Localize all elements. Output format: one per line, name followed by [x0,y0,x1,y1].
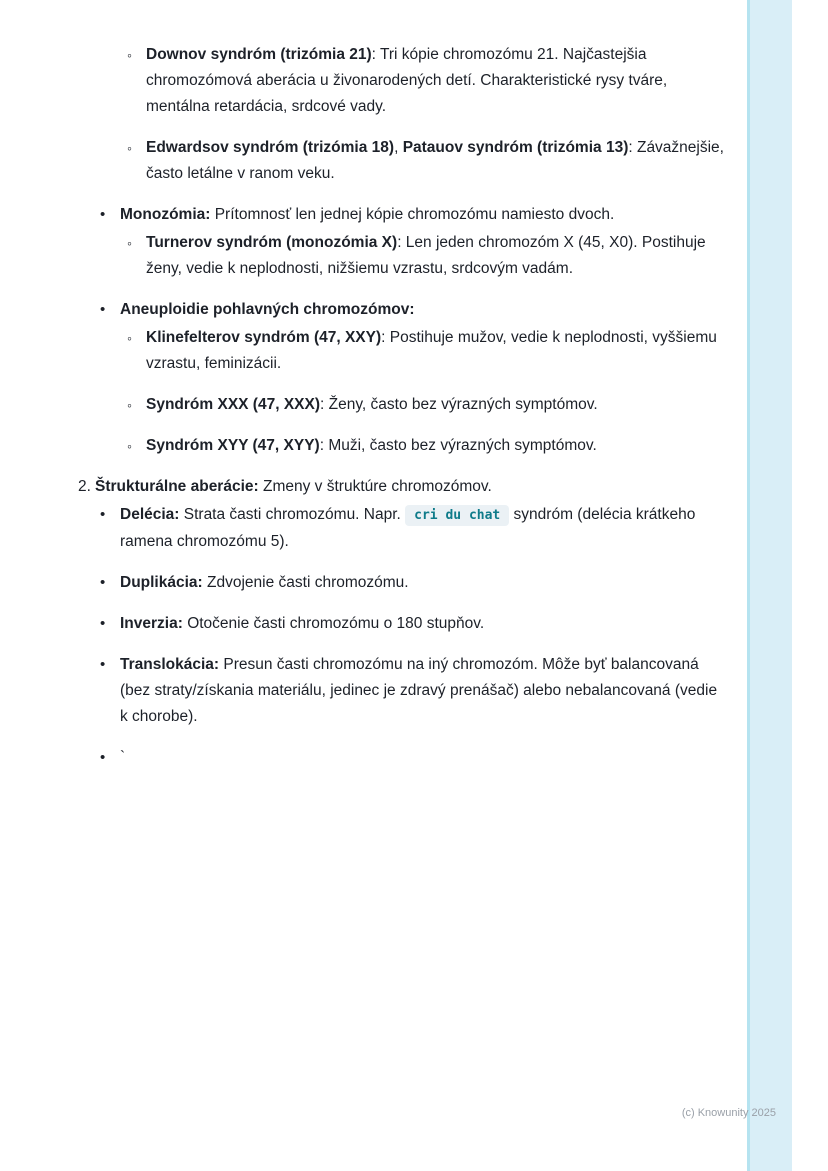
bullet-marker: • [100,615,106,632]
plain-text: Otočenie časti chromozómu o 180 stupňov. [182,615,485,632]
plain-text: : Ženy, často bez výrazných symptómov. [320,396,598,413]
list-item-text [146,42,728,120]
plain-text: : Muži, často bez výrazných symptómov. [319,437,597,454]
list-item [0,202,728,228]
bold-text: Translokácia: [120,656,220,673]
bold-text: Downov syndróm (trizómia 21) [146,46,372,63]
list-item [0,474,728,500]
plain-text: syndróm (delécia krátkeho ramena chromozómu 5). [120,506,696,550]
inline-code: cri du chat [405,505,509,526]
bold-text: Delécia: [120,506,180,523]
plain-text: : Tri kópie chromozómu 21. Najčastejšia chromozómová aberácia u živonarodených detí. Charakteristické rysy tváre, mentálna retardácia, srdcové vady. [146,46,668,115]
plain-text: : Závažnejšie, často letálne v ranom veku. [146,139,724,182]
list-item [0,433,728,459]
list-item-text [120,611,728,637]
list-item-text [120,297,728,323]
bullet-marker: • [100,749,106,766]
bullet-marker: ◦ [127,47,132,63]
bold-text: Syndróm XXX (47, XXX) [146,396,320,413]
plain-text: Prítomnosť len jednej kópie chromozómu namiesto dvoch. [210,206,615,223]
bold-text: Syndróm XYY (47, XYY) [146,437,320,454]
list-item [0,392,728,418]
list-item-text [146,325,728,377]
bullet-marker: • [100,301,106,318]
bullet-marker: ◦ [127,140,132,156]
list-number-marker: 2. [78,478,91,495]
list-item-text [120,502,728,555]
bold-text: Aneuploidie pohlavných chromozómov: [120,301,415,318]
list-item-text [120,202,728,228]
list-item-text [120,652,728,730]
bullet-marker: • [100,574,106,591]
list-item [0,570,728,596]
list-item [0,135,728,187]
bold-text: Klinefelterov syndróm (47, XXY) [146,329,382,346]
list-item [0,502,728,555]
list-item-text [146,135,728,187]
bold-text: Inverzia: [120,615,183,632]
list-item [0,611,728,637]
copyright-text: (c) Knowunity 2025 [681,1107,776,1119]
plain-text: Strata časti chromozómu. Napr. [179,506,406,523]
plain-text: Zdvojenie časti chromozómu. [202,574,409,591]
bullet-marker: • [100,206,106,223]
bold-text: Turnerov syndróm (monozómia X) [146,234,398,251]
bold-text: Edwardsov syndróm (trizómia 18) [146,139,395,156]
bullet-marker: • [100,656,106,673]
bullet-marker: ◦ [127,438,132,454]
list-item-text [146,230,728,282]
bold-text: Patauov syndróm (trizómia 13) [402,139,629,156]
plain-text: , [394,139,403,156]
plain-text: : Postihuje mužov, vedie k neplodnosti, vyššiemu vzrastu, feminizácii. [146,329,717,372]
plain-text: Zmeny v štruktúre chromozómov. [258,478,492,495]
plain-text: ` [120,749,126,766]
list-item [0,297,728,323]
list-item [0,325,728,377]
bullet-marker: • [100,506,106,523]
list-item-text [95,474,728,500]
list-item [0,745,728,771]
bold-text: Monozómia: [120,206,211,223]
list-item-text [146,433,728,459]
list-item [0,652,728,730]
list-item [0,42,728,120]
bold-text: Štrukturálne aberácie: [95,478,259,495]
list-item-text [146,392,728,418]
bold-text: Duplikácia: [120,574,203,591]
list-item-text [120,745,728,771]
list-item [0,230,728,282]
plain-text: Presun časti chromozómu na iný chromozóm. Môže byť balancovaná (bez straty/získania materiálu, jedinec je zdravý prenášač) alebo nebalancovaná (vedie k chorobe). [120,656,718,725]
bullet-marker: ◦ [127,235,132,251]
list-item-text [120,570,728,596]
plain-text: : Len jeden chromozóm X (45, X0). Postihuje ženy, vedie k neplodnosti, nižšiemu vzrastu, srdcovým vadám. [146,234,706,277]
bullet-marker: ◦ [127,330,132,346]
bullet-marker: ◦ [127,397,132,413]
